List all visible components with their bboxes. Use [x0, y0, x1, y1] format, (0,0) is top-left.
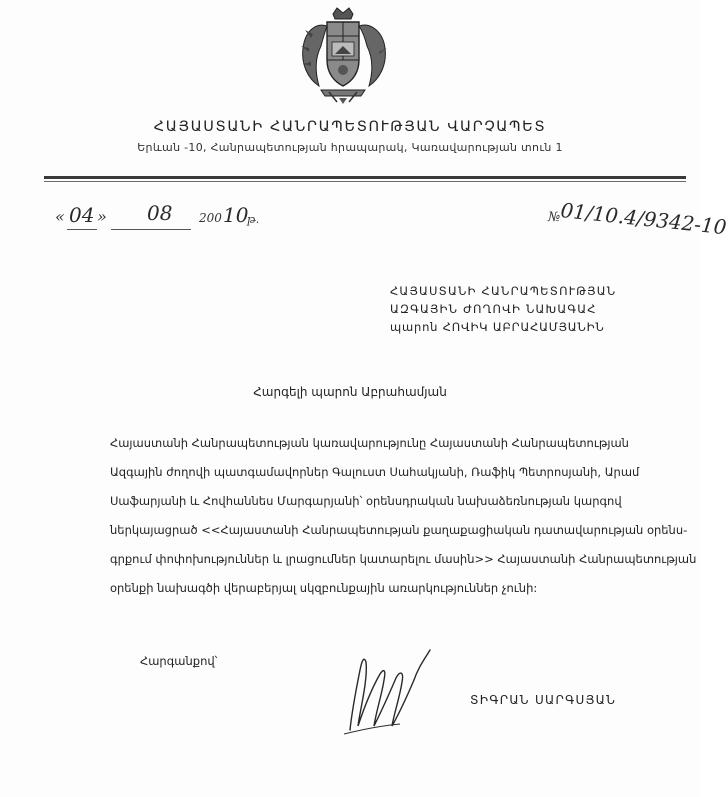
body-line-3: Սաֆարյանի և Հովհաննես Մարգարյանի՝ օրենսդրական նախաձեռնության կարգով	[110, 494, 622, 508]
header-divider-thin	[44, 181, 686, 182]
body-line-6: օրենքի նախագծի վերաբերյալ սկզբունքային առարկություններ չունի:	[110, 581, 538, 595]
date-close-quote: »	[97, 207, 107, 226]
addressee-line-1: ՀԱՅԱՍՏԱՆԻ ՀԱՆՐԱՊԵՏՈՒԹՅԱՆ	[390, 284, 617, 298]
date-year-suffix: 10	[223, 203, 249, 227]
addressee-line-2: ԱԶԳԱՅԻՆ ԺՈՂՈՎԻ ՆԱԽԱԳԱՀ	[390, 302, 597, 316]
date-month: 08	[147, 201, 173, 225]
body-line-5: գրքում փոփոխություններ և լրացումներ կատարելու մասին>> Հայաստանի Հանրապետության	[110, 552, 697, 566]
date-month-underline	[111, 229, 191, 230]
date-day: 04	[69, 203, 95, 227]
armenia-coat-of-arms-icon	[297, 8, 389, 104]
signer-name: ՏԻԳՐԱՆ ՍԱՐԳՍՅԱՆ	[470, 693, 617, 707]
closing: Հարգանքով՝	[140, 654, 218, 668]
date-open-quote: «	[55, 207, 65, 226]
date-year-abbr: թ.	[247, 213, 260, 226]
date-day-underline	[67, 229, 97, 230]
ref-prefix: №	[548, 210, 561, 225]
reference-number	[548, 198, 728, 240]
date-year-prefix: 200	[199, 211, 222, 225]
date-line	[55, 201, 275, 233]
addressee-line-3: պարոն ՀՈՎԻԿ ԱԲՐԱՀԱՄՅԱՆԻՆ	[390, 320, 605, 334]
addressee-block	[390, 282, 690, 336]
org-title: ՀԱՅԱՍՏԱՆԻ ՀԱՆՐԱՊԵՏՈՒԹՅԱՆ ՎԱՐՉԱՊԵՏ	[153, 119, 547, 135]
header-divider	[44, 176, 686, 179]
signature-icon	[330, 630, 440, 740]
salutation: Հարգելի պարոն Աբրահամյան	[253, 385, 447, 399]
letter-body	[110, 429, 697, 603]
body-line-2: Ազգային ժողովի պատգամավորներ Գալուստ Սահակյանի, Ռաֆիկ Պետրոսյանի, Արամ	[110, 465, 640, 479]
org-address: Երևան -10, Հանրապետության հրապարակ, Կառավարության տուն 1	[137, 141, 563, 154]
ref-number: 01/10.4/9342-10	[559, 198, 728, 240]
body-line-4: ներկայացրած <<Հայաստանի Հանրապետության քաղաքացիական դատավարության օրենս-	[110, 523, 688, 537]
body-line-1: Հայաստանի Հանրապետության կառավարությունը Հայաստանի Հանրապետության	[110, 436, 629, 450]
